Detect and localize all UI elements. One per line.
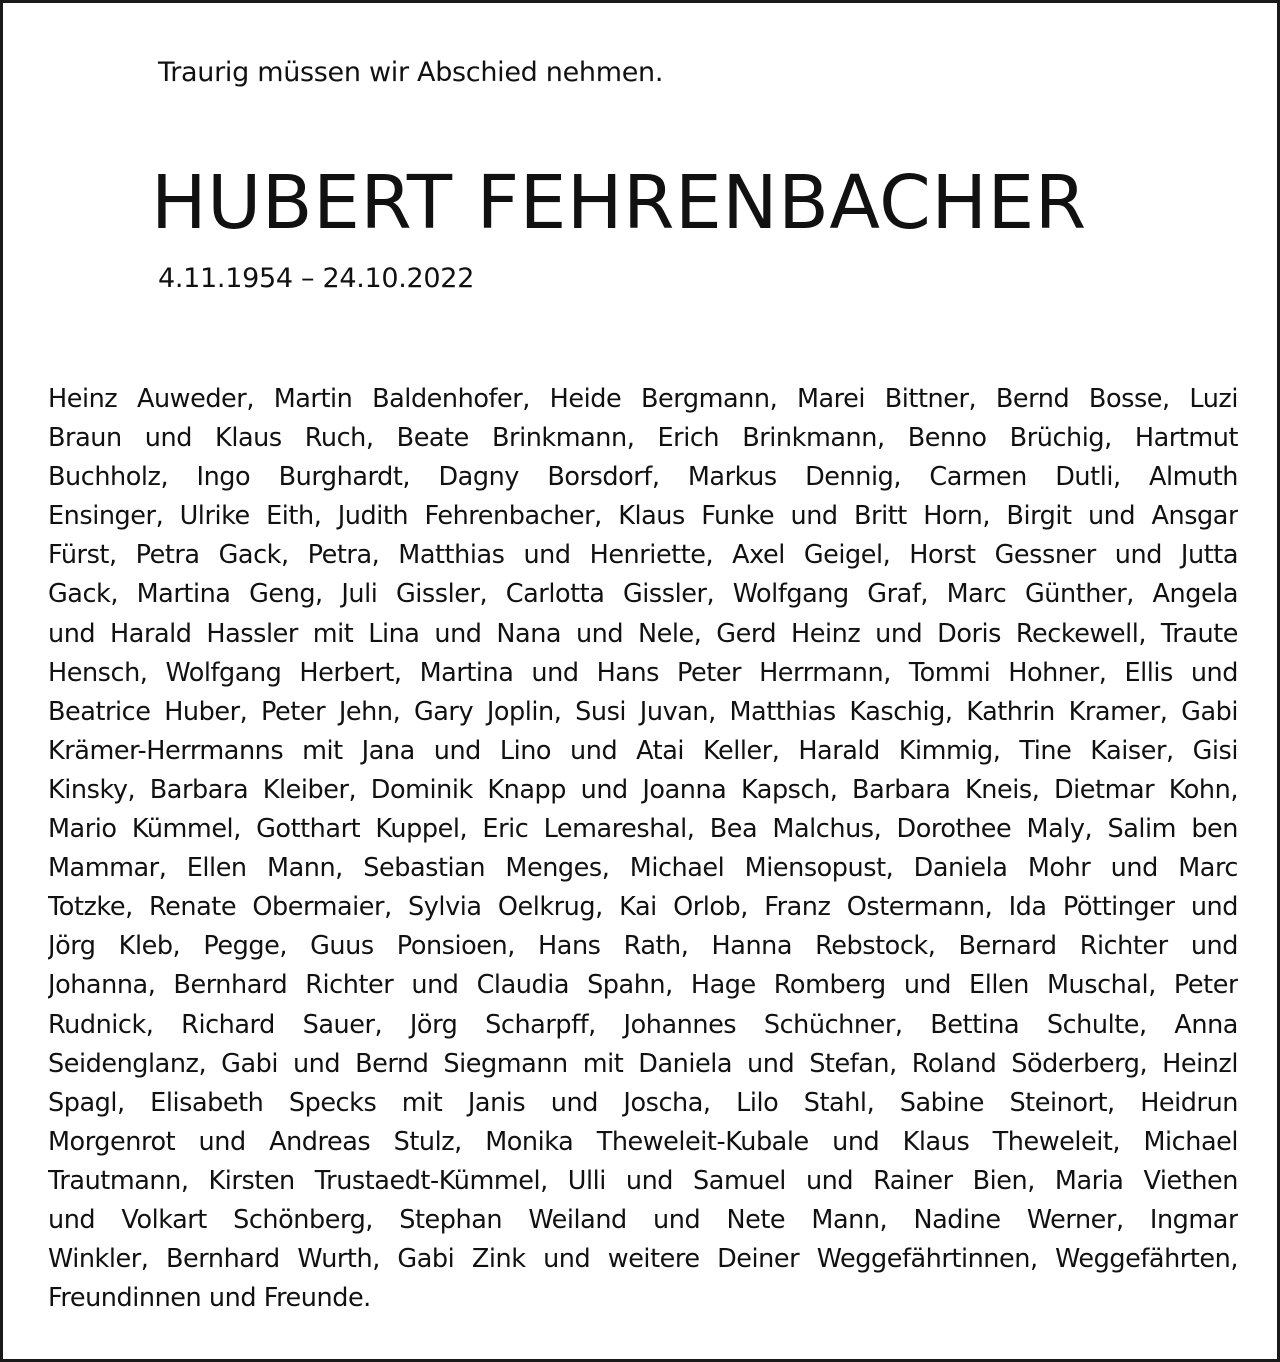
mourners-line: und Harald Hassler mit Lina und Nana und Nele, Gerd Heinz und Doris Reckewell, Traute — [48, 618, 1238, 649]
mourners-line: Fürst, Petra Gack, Petra, Matthias und Henriette, Axel Geigel, Horst Gessner und Jutta — [48, 540, 1238, 571]
mourners-line: Spagl, Elisabeth Specks mit Janis und Joscha, Lilo Stahl, Sabine Steinort, Heidrun — [48, 1087, 1238, 1118]
mourners-line: Braun und Klaus Ruch, Beate Brinkmann, Erich Brinkmann, Benno Brüchig, Hartmut — [48, 423, 1238, 454]
life-dates: 4.11.1954 – 24.10.2022 — [158, 263, 475, 294]
mourners-line: Mammar, Ellen Mann, Sebastian Menges, Michael Miensopust, Daniela Mohr und Marc — [48, 853, 1238, 884]
mourners-line: Mario Kümmel, Gotthart Kuppel, Eric Lemareshal, Bea Malchus, Dorothee Maly, Salim ben — [48, 814, 1238, 845]
mourners-line: Hensch, Wolfgang Herbert, Martina und Hans Peter Herrmann, Tommi Hohner, Ellis und — [48, 657, 1238, 688]
mourners-line: Krämer-Herrmanns mit Jana und Lino und Atai Keller, Harald Kimmig, Tine Kaiser, Gisi — [48, 735, 1238, 766]
mourners-line: Totzke, Renate Obermaier, Sylvia Oelkrug, Kai Orlob, Franz Ostermann, Ida Pöttinger und — [48, 892, 1238, 923]
mourners-line: Johanna, Bernhard Richter und Claudia Spahn, Hage Romberg und Ellen Muschal, Peter — [48, 970, 1238, 1001]
mourners-line: Ensinger, Ulrike Eith, Judith Fehrenbacher, Klaus Funke und Britt Horn, Birgit und Ansgar — [48, 501, 1238, 532]
mourners-line: Trautmann, Kirsten Trustaedt-Kümmel, Ulli und Samuel und Rainer Bien, Maria Viethen — [48, 1165, 1238, 1196]
mourners-line: und Volkart Schönberg, Stephan Weiland und Nete Mann, Nadine Werner, Ingmar — [48, 1204, 1238, 1235]
mourners-line: Morgenrot und Andreas Stulz, Monika Theweleit-Kubale und Klaus Theweleit, Michael — [48, 1126, 1238, 1157]
mourners-line: Freundinnen und Freunde. — [48, 1283, 371, 1314]
mourners-line: Beatrice Huber, Peter Jehn, Gary Joplin, Susi Juvan, Matthias Kaschig, Kathrin Kramer, Gabi — [48, 696, 1238, 727]
mourners-line: Seidenglanz, Gabi und Bernd Siegmann mit Daniela und Stefan, Roland Söderberg, Heinzl — [48, 1048, 1238, 1079]
mourners-line: Gack, Martina Geng, Juli Gissler, Carlotta Gissler, Wolfgang Graf, Marc Günther, Angela — [48, 579, 1238, 610]
mourners-line: Buchholz, Ingo Burghardt, Dagny Borsdorf, Markus Dennig, Carmen Dutli, Almuth — [48, 462, 1238, 493]
mourners-list — [48, 380, 1238, 1320]
mourners-line: Jörg Kleb, Pegge, Guus Ponsioen, Hans Rath, Hanna Rebstock, Bernard Richter und — [48, 931, 1238, 962]
intro-text: Traurig müssen wir Abschied nehmen. — [158, 57, 664, 88]
mourners-line: Rudnick, Richard Sauer, Jörg Scharpff, Johannes Schüchner, Bettina Schulte, Anna — [48, 1009, 1238, 1040]
mourners-line: Winkler, Bernhard Wurth, Gabi Zink und weitere Deiner Weggefährtinnen, Weggefährten, — [48, 1244, 1238, 1275]
deceased-name: HUBERT FEHRENBACHER — [151, 160, 1087, 246]
mourners-line: Heinz Auweder, Martin Baldenhofer, Heide Bergmann, Marei Bittner, Bernd Bosse, Luzi — [48, 384, 1238, 414]
mourners-line: Kinsky, Barbara Kleiber, Dominik Knapp und Joanna Kapsch, Barbara Kneis, Dietmar Kohn, — [48, 774, 1238, 805]
